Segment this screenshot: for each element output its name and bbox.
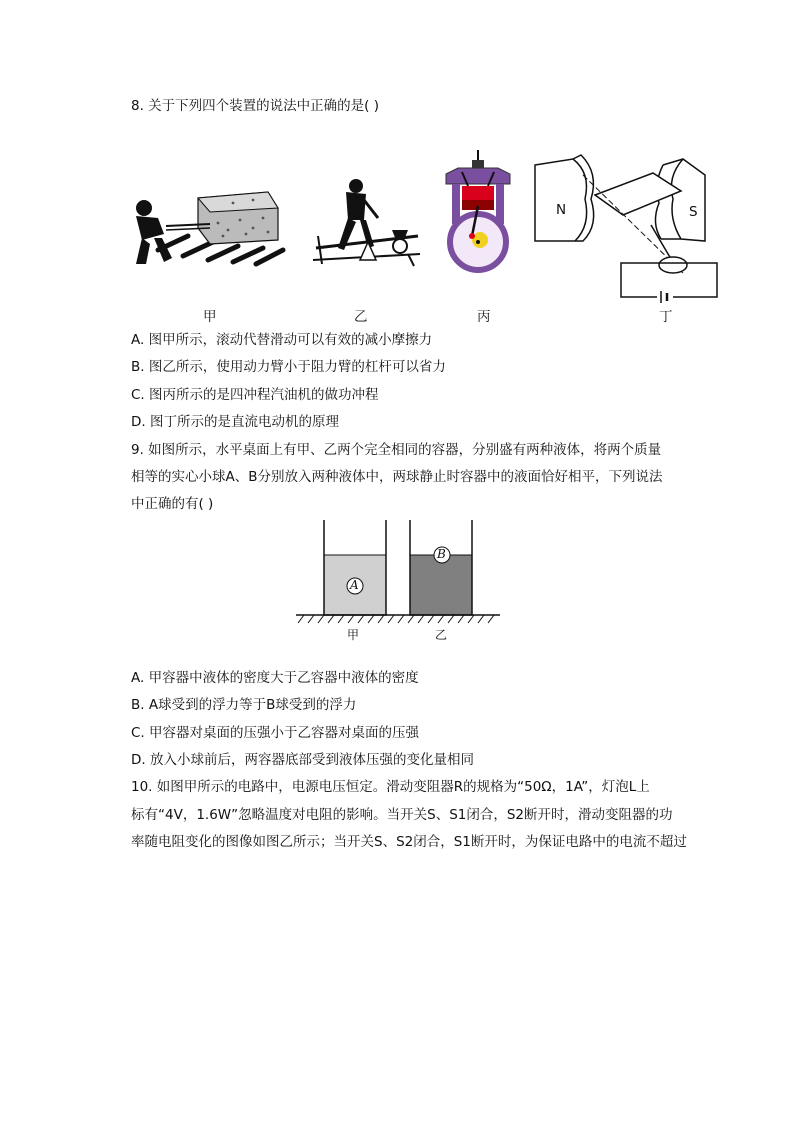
q9-option-c: C. 甲容器对桌面的压强小于乙容器对桌面的压强 [131,725,420,741]
q9-option-a: A. 甲容器中液体的密度大于乙容器中液体的密度 [131,670,419,686]
fig-label-ding: 丁 [659,309,673,325]
fig-containers [296,520,500,630]
fig-label-bing: 丙 [477,309,491,325]
q9-stem-line2: 相等的实心小球A、B分别放入两种液体中，两球静止时容器中的液面恰好相平，下列说法 [131,469,663,485]
magnet-n-label: N [556,202,567,218]
container-label-jia: 甲 [347,628,360,642]
ball-a-label: A [350,578,359,592]
q10-stem-line3: 率随电阻变化的图像如图乙所示；当开关S、S2闭合，S1断开时，为保证电路中的电流不超过 [131,834,687,850]
fig-ding-motor [533,155,723,300]
q8-option-d: D. 图丁所示的是直流电动机的原理 [131,414,339,430]
q10-stem-line1: 10. 如图甲所示的电路中，电源电压恒定。滑动变阻器R的规格为“50Ω，1A”，灯泡L上 [131,779,650,795]
q8-option-b: B. 图乙所示，使用动力臂小于阻力臂的杠杆可以省力 [131,359,446,375]
magnet-s-label: S [689,204,698,220]
fig-yi-lever [308,178,423,270]
q9-stem-line1: 9. 如图所示，水平桌面上有甲、乙两个完全相同的容器，分别盛有两种液体，将两个质量 [131,442,662,458]
q8-stem: 8. 关于下列四个装置的说法中正确的是( ) [131,98,379,114]
fig-label-yi: 乙 [354,309,368,325]
container-label-yi: 乙 [435,628,448,642]
fig-bing-engine [438,150,520,270]
q10-stem-line2: 标有“4V，1.6W”忽略温度对电阻的影响。当开关S、S1闭合，S2断开时，滑动变阻器的功 [131,807,673,823]
q9-option-b: B. A球受到的浮力等于B球受到的浮力 [131,697,357,713]
q8-option-c: C. 图丙所示的是四冲程汽油机的做功冲程 [131,387,379,403]
fig-jia-rollers [128,188,288,273]
q8-option-a: A. 图甲所示，滚动代替滑动可以有效的减小摩擦力 [131,332,433,348]
ball-b-label: B [437,547,446,561]
fig-label-jia: 甲 [203,309,217,325]
q9-stem-line3: 中正确的有( ) [131,496,214,512]
q9-option-d: D. 放入小球前后，两容器底部受到液体压强的变化量相同 [131,752,474,768]
